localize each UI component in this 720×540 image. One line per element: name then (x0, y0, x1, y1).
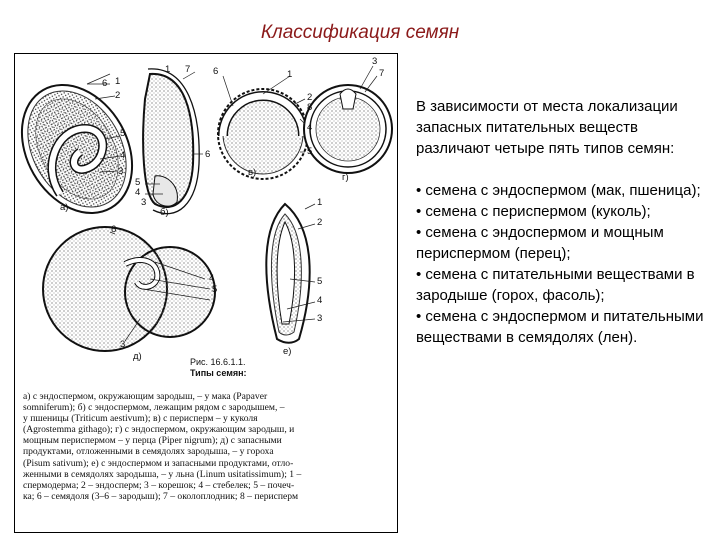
label-5b: 5 (135, 177, 141, 188)
label-4: 4 (120, 150, 126, 161)
seed-b-wheat (143, 69, 199, 214)
caption-line: а) с эндоспермом, окружающим зародыш, – у мака (Papaver (23, 391, 268, 402)
slide-title: Классификация семян (260, 22, 460, 43)
caption-line: ка; 6 – семядоля (3–6 – зародыш); 7 – околоплодник; 8 – перисперм (23, 490, 299, 502)
label-1f: 1 (317, 197, 323, 208)
list-item: • семена с эндоспермом и питательными веществами в семядолях (лен). (416, 308, 704, 346)
label-3b: 3 (141, 197, 147, 208)
caption-line: (Pisum sativum); е) с эндоспермом и запасными продуктами, отло- (23, 457, 294, 469)
list-item: • семена с эндоспермом (мак, пшеница); (416, 182, 701, 199)
label-5: 5 (120, 128, 126, 139)
label-3: 3 (118, 166, 124, 177)
label-8c: 8 (307, 102, 313, 113)
label-7d: 7 (379, 68, 385, 79)
intro-text: В зависимости от места локализации запасных питательных веществ различают четыре пять типов семян: (416, 98, 678, 157)
caption-line: somniferum); б) с эндоспермом, лежащим рядом с зародышем, – (23, 402, 285, 414)
caption-line: (Agrostemma githago); г) с эндоспермом, окружающим зародыш, и (23, 424, 295, 436)
label-3e: 3 (120, 339, 126, 350)
label-6c: 6 (213, 66, 219, 77)
seed-g-pepper (304, 85, 392, 173)
figure-caption (23, 391, 391, 502)
label-5f: 5 (317, 276, 323, 287)
label-4e: 4 (209, 273, 215, 284)
figure-number-title (190, 357, 247, 379)
label-2f: 2 (317, 217, 323, 228)
sublabel-g: г) (342, 172, 349, 183)
seed-types-figure (14, 53, 398, 533)
seed-e-flax (266, 204, 309, 343)
sublabel-d: д) (133, 351, 142, 362)
seed-a-poppy (15, 65, 154, 233)
seed-types-description (416, 96, 706, 348)
list-item: • семена с питательными веществами в зародыше (горох, фасоль); (416, 266, 695, 304)
label-2: 2 (115, 90, 121, 101)
label-2c: 2 (307, 92, 313, 103)
label-6b: 6 (205, 149, 211, 160)
caption-line: мощным периспермом – у перца (Piper nigrum); д) с запасными (23, 435, 282, 447)
sublabel-a: а) (60, 202, 69, 213)
label-1c: 1 (287, 69, 293, 80)
caption-line: спермодерма; 2 – эндосперм; 3 – корешок; 4 – стебелек; 5 – почеч- (23, 479, 295, 491)
label-4b: 4 (135, 187, 141, 198)
label-3f: 3 (317, 313, 323, 324)
label-6: 6 (102, 78, 108, 89)
caption-line: женными в семядолях зародыша, – у льна (Linum usitatissimum); 1 – (23, 468, 302, 480)
label-3d: 3 (372, 56, 378, 67)
figure-title: Типы семян: (190, 368, 247, 378)
label-4c: 4 (307, 122, 313, 133)
label-5e: 5 (212, 284, 218, 295)
label-7: 7 (185, 64, 191, 75)
label-1: 1 (115, 76, 121, 87)
label-5c: 5 (307, 146, 313, 157)
list-item: • семена с периспермом (куколь); (416, 203, 651, 220)
seed-d-pea (43, 227, 218, 351)
figure-number: Рис. 16.6.1.1. (190, 357, 246, 367)
list-item: • семена с эндоспермом и мощным периспермом (перец); (416, 224, 664, 262)
caption-line: у пшеницы (Triticum aestivum); в) с перисперм – у куколя (23, 413, 258, 425)
label-1b: 1 (165, 64, 171, 75)
sublabel-b: б) (160, 207, 169, 218)
caption-line: продуктами, отложенными в семядолях зародыша, – у гороха (23, 446, 274, 458)
label-6e: 6 (111, 224, 117, 235)
label-4f: 4 (317, 295, 323, 306)
sublabel-v: в) (248, 167, 257, 178)
sublabel-e: е) (283, 346, 292, 357)
